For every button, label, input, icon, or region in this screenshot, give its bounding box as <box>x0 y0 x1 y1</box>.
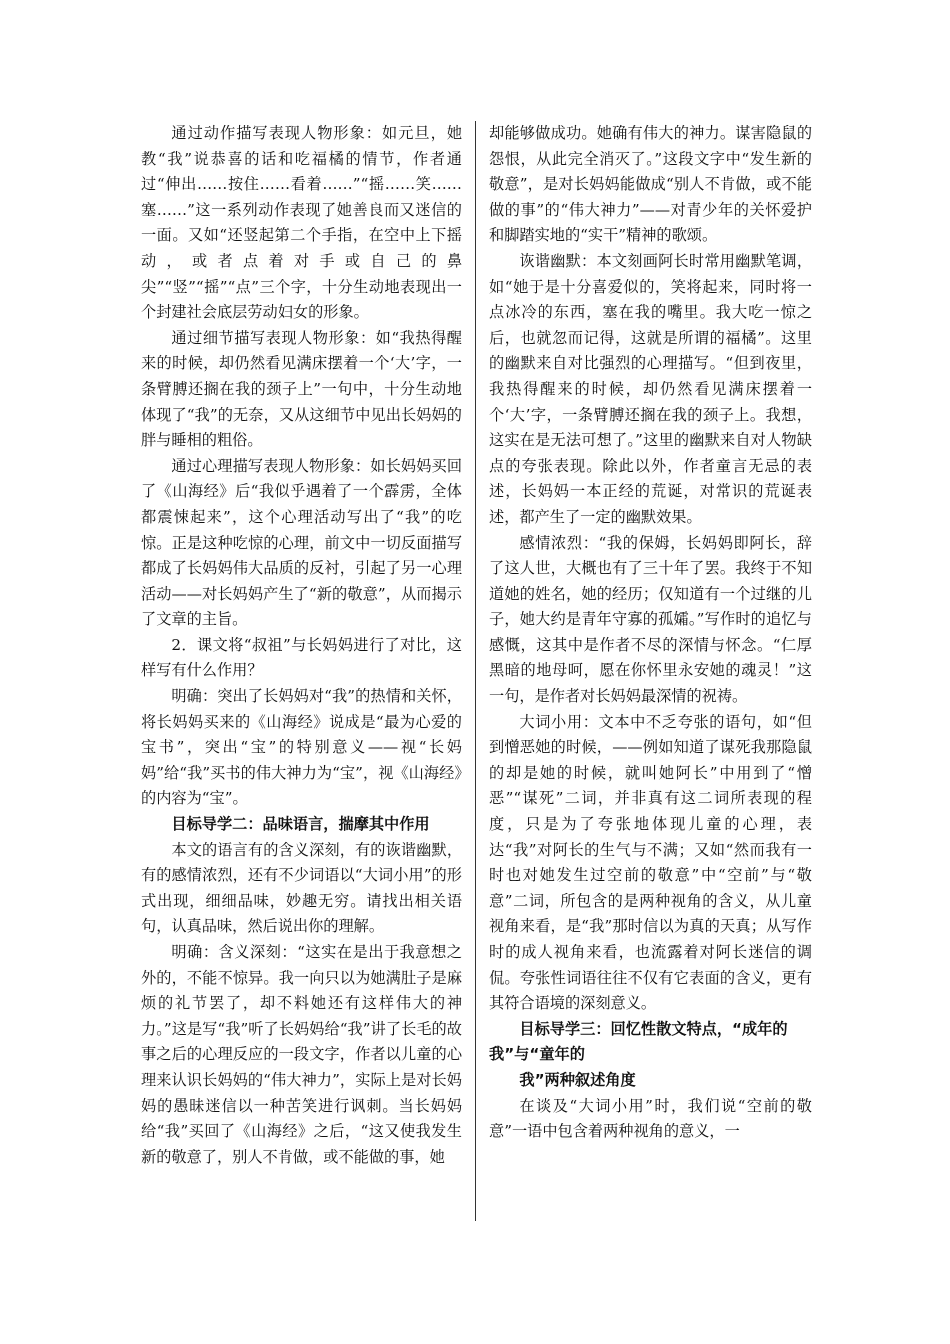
left-column <box>141 121 462 1170</box>
right-column <box>489 121 812 1145</box>
section-heading-goal-3-cont: 我”两种叙述角度 <box>519 1070 636 1089</box>
paragraph-detail-description: 通过细节描写表现人物形象：如“我热得醒来的时候，却仍然看见满床摆着一个‘大’字，一条臂膊还搁在我的颈子上”一句中，十分生动地体现了“我”的无奈，又从这细节中见出长妈妈的胖与睡相的粗俗。 <box>141 328 462 450</box>
paragraph-deep-meaning: 明确：含义深刻：“这实在是出于我意想之外的，不能不惊异。我一向只以为她满肚子是麻烦的礼节罢了，却不料她还有这样伟大的神力。”这是写“我”听了长妈妈给“我”讲了长毛的故事之后的心理反应的一段文字，作者以儿童的心理来认识长妈妈的“伟大神力”，实际上是对长妈妈的愚昧迷信以一种苦笑进行讽刺。当长妈妈给“我”买回了《山海经》之后，“这又使我发生新的敬意了，别人不肯做，或不能做的事，她 <box>141 943 462 1166</box>
section-heading-goal-2: 目标导学二：品味语言，揣摩其中作用 <box>171 815 430 834</box>
paragraph-action-description: 通过动作描写表现人物形象：如元旦，她教“我”说恭喜的话和吃福橘的情节，作者通过“伸出……按住……看着……”“摇……笑……塞……”这一系列动作表现了她善良而又迷信的一面。又如“还竖起第二个手指，在空中上下摇动，或者点着对手或自己的鼻尖”“竖”“摇”“点”三个字，十分生动地表现出一个封建社会底层劳动妇女的形象。 <box>141 124 462 322</box>
section-heading-goal-3: 目标导学三：回忆性散文特点，“成年的我”与“童年的 <box>489 1019 788 1064</box>
paragraph-strong-emotion: 感情浓烈：“我的保姆，长妈妈即阿长，辞了这人世，大概也有了三十年了罢。我终于不知道她的姓名，她的经历；仅知道有一个过继的儿子，她大约是青年守寡的孤孀。”写作时的追忆与感慨，这其中是作者不尽的深情与怀念。“仁厚黑暗的地母呵，愿在你怀里永安她的魂灵！”这一句，是作者对长妈妈最深情的祝祷。 <box>489 533 812 706</box>
question-2: 2．课文将“叔祖”与长妈妈进行了对比，这样写有什么作用？ <box>141 635 462 680</box>
column-divider <box>475 121 476 1221</box>
answer-2: 明确：突出了长妈妈对“我”的热情和关怀，将长妈妈买来的《山海经》说成是“最为心爱的宝书”，突出“宝”的特别意义——视“长妈妈”给“我”买书的伟大神力为“宝”，视《山海经》的内容为“宝”。 <box>141 687 462 808</box>
paragraph-continued: 却能够做成功。她确有伟大的神力。谋害隐鼠的怨恨，从此完全消灭了。”这段文字中“发生新的敬意”，是对长妈妈能做成“别人不肯做，或不能做的事”的“伟大神力”——对青少年的关怀爱护和脚踏实地的“实干”精神的歌颂。 <box>489 124 812 245</box>
paragraph-psychological-description: 通过心理描写表现人物形象：如长妈妈买回了《山海经》后“我似乎遇着了一个霹雳，全体都震悚起来”，这个心理活动写出了“我”的吃惊。正是这种吃惊的心理，前文中一切反面描写都成了长妈妈伟大品质的反衬，引起了另一心理活动——对长妈妈产生了“新的敬意”，从而揭示了文章的主旨。 <box>141 456 462 629</box>
paragraph-big-words: 大词小用：文本中不乏夸张的语句，如“但到憎恶她的时候，——例如知道了谋死我那隐鼠的却是她的时候，就叫她阿长”中用到了“憎恶”“谋死”二词，并非真有这二词所表现的程度，只是为了夸张地体现儿童的心理，表达“我”对阿长的生气与不满；又如“然而我有一时也对她发生过空前的敬意”中“空前”与“敬意”二词，所包含的是两种视角的含义，从儿童视角来看，是“我”那时信以为真的天真；从写作时的成人视角来看，也流露着对阿长迷信的调侃。夸张性词语往往不仅有它表面的含义，更有其符合语境的深刻意义。 <box>489 712 812 1013</box>
paragraph-humor: 诙谐幽默：本文刻画阿长时常用幽默笔调，如“她于是十分喜爱似的，笑将起来，同时将一点冰冷的东西，塞在我的嘴里。我大吃一惊之后，也就忽而记得，这就是所谓的福橘”。这里的幽默来自对比强烈的心理描写。“但到夜里，我热得醒来的时候，却仍然看见满床摆着一个‘大’字，一条臂膊还搁在我的颈子上。我想，这实在是无法可想了。”这里的幽默来自对人物缺点的夸张表现。除此以外，作者童言无忌的表述，长妈妈一本正经的荒诞，对常识的荒诞表述，都产生了一定的幽默效果。 <box>489 251 812 526</box>
paragraph-narrative-angle: 在谈及“大词小用”时，我们说“空前的敬意”一语中包含着两种视角的意义，一 <box>489 1096 812 1141</box>
paragraph-language-intro: 本文的语言有的含义深刻，有的诙谐幽默，有的感情浓烈，还有不少词语以“大词小用”的形式出现，细细品味，妙趣无穷。请找出相关语句，认真品味，然后说出你的理解。 <box>141 840 462 936</box>
